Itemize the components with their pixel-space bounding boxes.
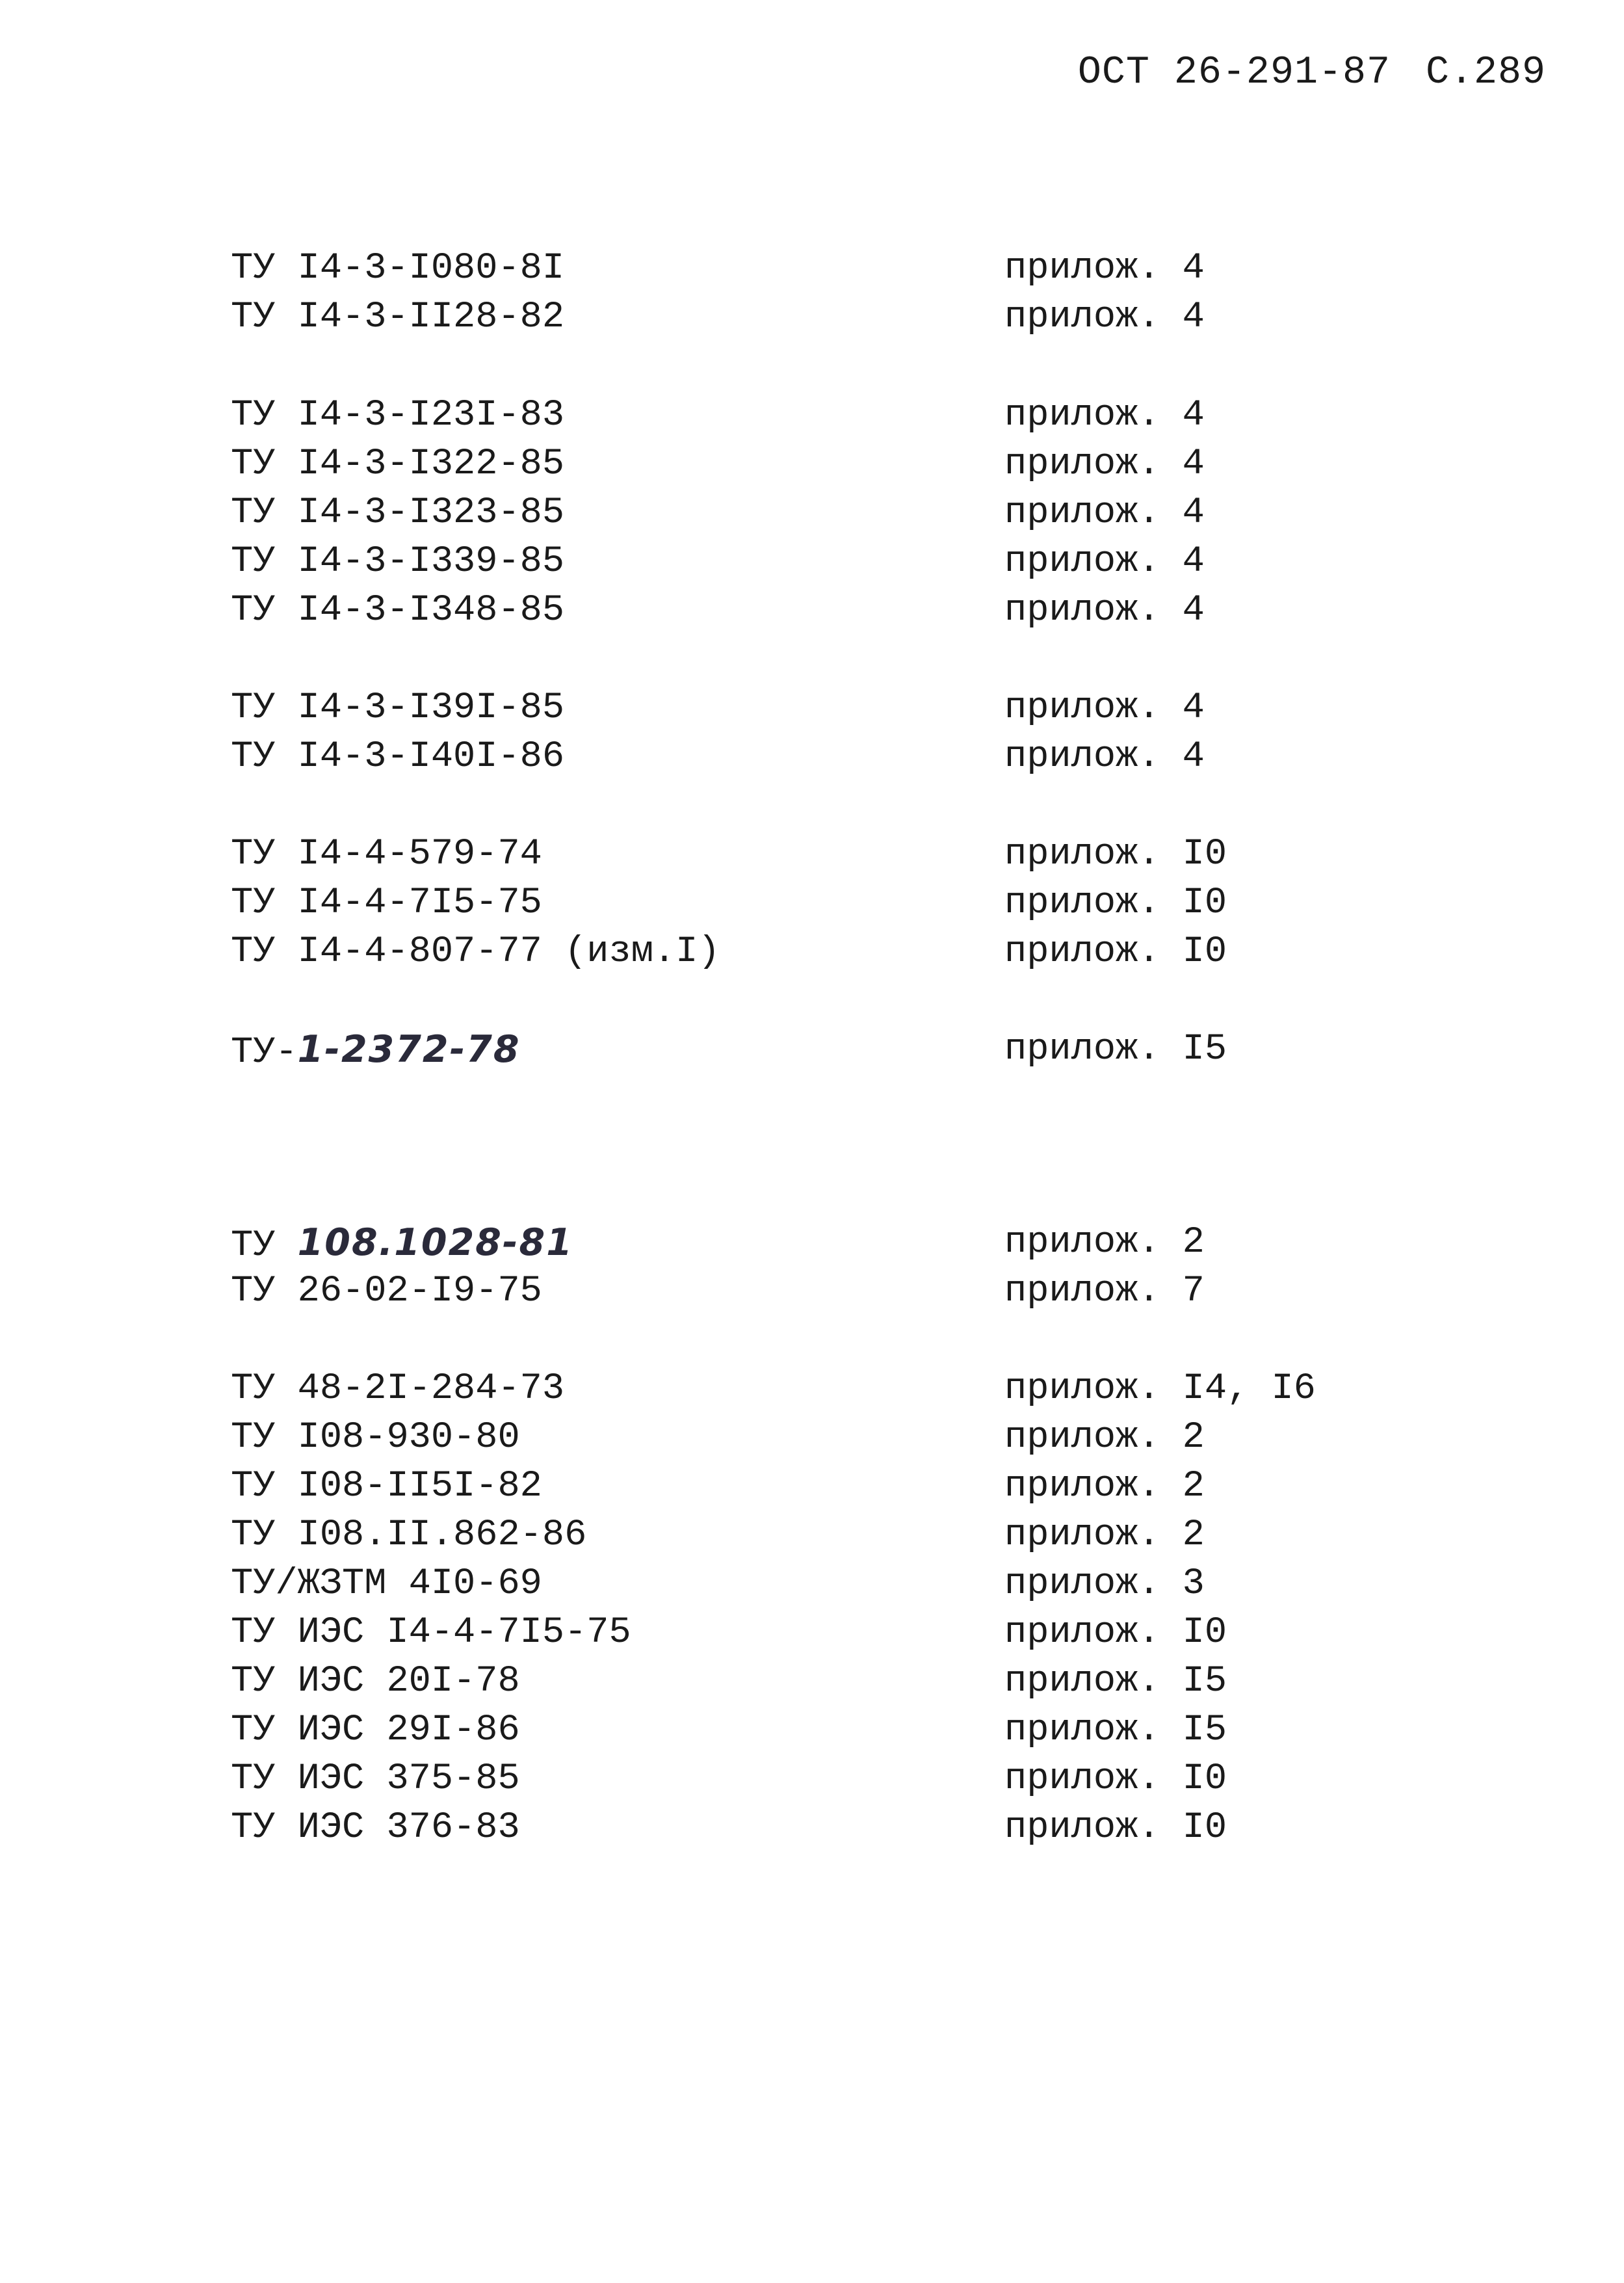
appendix-ref: прилож. 4	[1004, 687, 1205, 729]
appendix-ref: прилож. I0	[1004, 1807, 1227, 1849]
list-item	[0, 1413, 1624, 1462]
spec-code: ТУ I4-3-I348-85	[231, 590, 565, 631]
spec-code: ТУ I4-3-I323-85	[231, 492, 565, 534]
appendix-ref: прилож. I5	[1004, 1029, 1227, 1070]
list-item	[0, 1511, 1624, 1560]
spec-code: ТУ I4-4-7I5-75	[231, 882, 542, 924]
list-item	[0, 440, 1624, 489]
spec-code: ТУ I4-3-I339-85	[231, 541, 565, 583]
list-item	[0, 537, 1624, 587]
spec-code-prefix: ТУ-	[231, 1032, 298, 1074]
list-item	[0, 391, 1624, 440]
spec-code: ТУ I08.II.862-86	[231, 1514, 587, 1556]
appendix-ref: прилож. 4	[1004, 248, 1205, 289]
appendix-ref: прилож. 2	[1004, 1514, 1205, 1556]
list-item	[0, 1803, 1624, 1853]
appendix-ref: прилож. 4	[1004, 395, 1205, 436]
appendix-ref: прилож. 7	[1004, 1271, 1205, 1312]
standard-number: ОСТ 26-291-87	[1077, 51, 1391, 95]
spec-code: ТУ I4-3-I322-85	[231, 443, 565, 485]
spec-code: ТУ 48-2I-284-73	[231, 1368, 565, 1410]
list-item	[0, 1559, 1624, 1609]
appendix-ref: прилож. 2	[1004, 1222, 1205, 1263]
appendix-ref: прилож. 4	[1004, 736, 1205, 778]
spec-code: ТУ ИЭС 29I-86	[231, 1709, 520, 1751]
list-item	[0, 1706, 1624, 1755]
handwritten-spec-number: 1-2372-78	[297, 1028, 521, 1071]
list-item	[0, 1462, 1624, 1511]
spec-code	[231, 1218, 573, 1271]
spec-code: ТУ I4-3-I23I-83	[231, 395, 565, 436]
spec-code: ТУ I4-4-807-77 (изм.I)	[231, 931, 720, 973]
page-number: С.289	[1425, 51, 1546, 95]
list-item	[0, 1754, 1624, 1804]
list-item	[0, 1267, 1624, 1316]
spec-code	[231, 1025, 521, 1077]
spec-code: ТУ ИЭС 376-83	[231, 1807, 520, 1849]
appendix-ref: прилож. I0	[1004, 834, 1227, 875]
appendix-ref: прилож. 4	[1004, 297, 1205, 338]
spec-code: ТУ ИЭС 375-85	[231, 1758, 520, 1800]
list-item	[0, 732, 1624, 782]
spec-code: ТУ I08-930-80	[231, 1417, 520, 1458]
appendix-ref: прилож. I5	[1004, 1661, 1227, 1702]
spec-code: ТУ 26-02-I9-75	[231, 1271, 542, 1312]
appendix-ref: прилож. 3	[1004, 1563, 1205, 1605]
spec-code: ТУ I4-4-579-74	[231, 834, 542, 875]
appendix-ref: прилож. 4	[1004, 541, 1205, 583]
spec-code: ТУ/ЖЗТМ 4I0-69	[231, 1563, 542, 1605]
list-item	[0, 878, 1624, 928]
list-item	[0, 927, 1624, 977]
appendix-ref: прилож. 4	[1004, 492, 1205, 534]
list-item	[0, 1025, 1624, 1074]
appendix-ref: прилож. 2	[1004, 1466, 1205, 1507]
appendix-ref: прилож. I0	[1004, 1612, 1227, 1654]
list-item	[0, 244, 1624, 293]
list-item	[0, 1608, 1624, 1657]
appendix-ref: прилож. 4	[1004, 443, 1205, 485]
list-item	[0, 1364, 1624, 1414]
appendix-ref: прилож. 4	[1004, 590, 1205, 631]
spec-code: ТУ I4-3-I40I-86	[231, 736, 565, 778]
list-item	[0, 293, 1624, 342]
list-item	[0, 1657, 1624, 1706]
spec-code-prefix: ТУ	[231, 1225, 298, 1267]
appendix-ref: прилож. I5	[1004, 1709, 1227, 1751]
appendix-ref: прилож. I4, I6	[1004, 1368, 1316, 1410]
spec-code: ТУ ИЭС 20I-78	[231, 1661, 520, 1702]
list-item	[0, 683, 1624, 733]
spec-code: ТУ I4-3-I080-8I	[231, 248, 565, 289]
list-item	[0, 830, 1624, 879]
list-item	[0, 488, 1624, 538]
spec-code: ТУ I08-II5I-82	[231, 1466, 542, 1507]
page-header	[1078, 51, 1546, 95]
handwritten-spec-number: 108.1028-81	[297, 1221, 573, 1264]
appendix-ref: прилож. I0	[1004, 882, 1227, 924]
spec-code: ТУ I4-3-I39I-85	[231, 687, 565, 729]
appendix-ref: прилож. 2	[1004, 1417, 1205, 1458]
spec-code: ТУ I4-3-II28-82	[231, 297, 565, 338]
appendix-ref: прилож. I0	[1004, 1758, 1227, 1800]
appendix-ref: прилож. I0	[1004, 931, 1227, 973]
spec-code: ТУ ИЭС I4-4-7I5-75	[231, 1612, 631, 1654]
list-item	[0, 1218, 1624, 1267]
list-item	[0, 586, 1624, 635]
